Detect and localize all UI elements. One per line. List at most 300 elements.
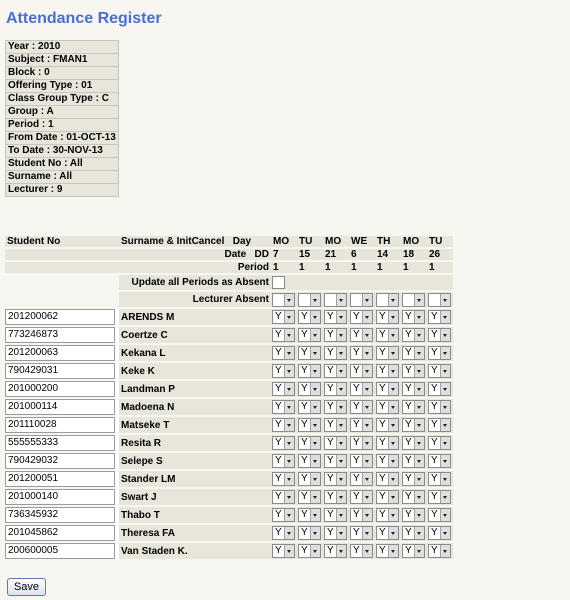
attendance-select[interactable] (298, 436, 321, 450)
attendance-cell (349, 525, 375, 541)
chevron-down-icon (414, 509, 424, 521)
select-value: Y (301, 437, 308, 448)
attendance-select[interactable] (350, 382, 373, 396)
student-no-field[interactable]: 201000140 (5, 489, 115, 505)
attendance-select[interactable] (376, 328, 399, 342)
student-no-field[interactable]: 201000200 (5, 381, 115, 397)
attendance-cell (401, 381, 427, 397)
attendance-cell (323, 345, 349, 361)
student-no-field[interactable]: 736345932 (5, 507, 115, 523)
chevron-down-icon (362, 545, 372, 557)
chevron-down-icon (414, 455, 424, 467)
attendance-select[interactable] (402, 526, 425, 540)
student-no-cell (5, 309, 119, 325)
lecturer-absent-select[interactable] (298, 293, 321, 307)
info-row (6, 41, 119, 54)
attendance-cell (401, 543, 427, 559)
attendance-select[interactable] (428, 490, 451, 504)
select-value: Y (379, 311, 386, 322)
attendance-select[interactable] (428, 364, 451, 378)
update-all-cell (401, 275, 427, 290)
select-value: Y (431, 311, 438, 322)
info-row (6, 171, 119, 184)
day-header-label: Day (232, 236, 252, 247)
attendance-select[interactable] (324, 526, 347, 540)
info-row (6, 106, 119, 119)
attendance-select[interactable] (350, 490, 373, 504)
attendance-select[interactable] (324, 310, 347, 324)
attendance-select[interactable] (376, 544, 399, 558)
attendance-cell (427, 489, 453, 505)
info-item: Year : 2010 (6, 41, 119, 54)
attendance-select[interactable] (324, 436, 347, 450)
attendance-cell (323, 543, 349, 559)
attendance-select[interactable] (298, 454, 321, 468)
attendance-select[interactable] (428, 328, 451, 342)
update-all-checkbox[interactable] (272, 276, 285, 289)
attendance-select[interactable] (402, 472, 425, 486)
attendance-select[interactable] (272, 310, 295, 324)
student-name: Stander LM (119, 471, 271, 487)
info-row (6, 158, 119, 171)
attendance-select[interactable] (350, 346, 373, 360)
attendance-select[interactable] (298, 544, 321, 558)
student-row (5, 381, 453, 397)
student-no-field[interactable]: 201000114 (5, 399, 115, 415)
attendance-select[interactable] (324, 328, 347, 342)
info-row (6, 145, 119, 158)
lecturer-absent-cell (401, 292, 427, 307)
select-value: Y (405, 455, 412, 466)
student-name: Coertze C (119, 327, 271, 343)
attendance-select[interactable] (298, 310, 321, 324)
attendance-select[interactable] (272, 544, 295, 558)
chevron-down-icon (336, 437, 346, 449)
chevron-down-icon (440, 294, 450, 306)
select-value: Y (275, 455, 282, 466)
attendance-select[interactable] (402, 310, 425, 324)
attendance-select[interactable] (376, 400, 399, 414)
select-value: Y (379, 545, 386, 556)
attendance-cell (271, 417, 297, 433)
attendance-cell (297, 381, 323, 397)
select-value: Y (327, 329, 334, 340)
info-row (6, 132, 119, 145)
attendance-select[interactable] (428, 418, 451, 432)
lecturer-absent-select[interactable] (350, 293, 373, 307)
attendance-cell (271, 381, 297, 397)
attendance-cell (271, 543, 297, 559)
student-no-field[interactable]: 773246873 (5, 327, 115, 343)
select-value: Y (405, 347, 412, 358)
student-no-field[interactable]: 201200063 (5, 345, 115, 361)
attendance-cell (323, 327, 349, 343)
select-value: Y (275, 347, 282, 358)
update-all-cell (349, 275, 375, 290)
attendance-select[interactable] (324, 364, 347, 378)
student-no-field[interactable]: 201045862 (5, 525, 115, 541)
student-no-field[interactable]: 200600005 (5, 543, 115, 559)
attendance-cell (271, 345, 297, 361)
attendance-select[interactable] (272, 508, 295, 522)
attendance-select[interactable] (402, 508, 425, 522)
filter-summary-table (5, 40, 119, 197)
select-value: Y (327, 347, 334, 358)
attendance-select[interactable] (324, 382, 347, 396)
attendance-cell (427, 363, 453, 379)
chevron-down-icon (388, 455, 398, 467)
student-no-field[interactable]: 790429032 (5, 453, 115, 469)
attendance-cell (323, 471, 349, 487)
attendance-select[interactable] (350, 472, 373, 486)
attendance-select[interactable] (350, 436, 373, 450)
attendance-select[interactable] (402, 364, 425, 378)
chevron-down-icon (336, 545, 346, 557)
chevron-down-icon (310, 527, 320, 539)
select-value: Y (301, 509, 308, 520)
info-item: Period : 1 (6, 119, 119, 132)
select-value: Y (379, 509, 386, 520)
select-value: Y (327, 401, 334, 412)
attendance-cell (323, 453, 349, 469)
student-no-field[interactable]: 790429031 (5, 363, 115, 379)
chevron-down-icon (284, 437, 294, 449)
attendance-select[interactable] (298, 490, 321, 504)
attendance-cell (349, 417, 375, 433)
attendance-select[interactable] (350, 310, 373, 324)
session-period: 1 (401, 262, 427, 273)
attendance-cell (349, 435, 375, 451)
lecturer-absent-cell (271, 292, 297, 307)
attendance-cell (297, 453, 323, 469)
attendance-select[interactable] (402, 400, 425, 414)
select-value: Y (301, 491, 308, 502)
select-value: Y (327, 545, 334, 556)
attendance-cell (375, 381, 401, 397)
attendance-cell (375, 507, 401, 523)
attendance-cell (375, 471, 401, 487)
chevron-down-icon (440, 401, 450, 413)
student-no-cell (5, 435, 119, 451)
student-no-cell (5, 525, 119, 541)
info-row (6, 93, 119, 106)
attendance-select[interactable] (272, 346, 295, 360)
attendance-cell (271, 453, 297, 469)
chevron-down-icon (310, 509, 320, 521)
select-value: Y (431, 365, 438, 376)
student-name: Keke K (119, 363, 271, 379)
student-no-field[interactable]: 201110028 (5, 417, 115, 433)
select-value: Y (431, 347, 438, 358)
chevron-down-icon (362, 437, 372, 449)
attendance-select[interactable] (324, 490, 347, 504)
attendance-select[interactable] (350, 544, 373, 558)
attendance-cell (323, 417, 349, 433)
student-row (5, 507, 453, 523)
chevron-down-icon (440, 311, 450, 323)
attendance-cell (349, 309, 375, 325)
student-name: Kekana L (119, 345, 271, 361)
lecturer-absent-cell (427, 292, 453, 307)
attendance-cell (297, 489, 323, 505)
attendance-select[interactable] (350, 400, 373, 414)
attendance-cell (323, 381, 349, 397)
select-value: Y (405, 491, 412, 502)
header-spacer (5, 249, 119, 260)
attendance-cell (375, 525, 401, 541)
attendance-select[interactable] (428, 454, 451, 468)
attendance-select[interactable] (376, 418, 399, 432)
header-row-period (5, 262, 453, 273)
attendance-cell (297, 471, 323, 487)
select-value: Y (327, 365, 334, 376)
lecturer-absent-select[interactable] (324, 293, 347, 307)
select-value: Y (275, 491, 282, 502)
chevron-down-icon (362, 509, 372, 521)
attendance-select[interactable] (324, 472, 347, 486)
attendance-select[interactable] (298, 472, 321, 486)
student-no-cell (5, 363, 119, 379)
chevron-down-icon (414, 491, 424, 503)
select-value: Y (431, 383, 438, 394)
attendance-cell (271, 309, 297, 325)
chevron-down-icon (362, 473, 372, 485)
attendance-cell (375, 543, 401, 559)
attendance-select[interactable] (428, 436, 451, 450)
info-item: Group : A (6, 106, 119, 119)
info-item: Block : 0 (6, 67, 119, 80)
student-no-field[interactable]: 555555333 (5, 435, 115, 451)
chevron-down-icon (362, 311, 372, 323)
attendance-select[interactable] (376, 472, 399, 486)
update-all-cell (271, 275, 297, 290)
chevron-down-icon (388, 509, 398, 521)
attendance-select[interactable] (350, 508, 373, 522)
chevron-down-icon (440, 365, 450, 377)
attendance-cell (323, 507, 349, 523)
attendance-select[interactable] (350, 454, 373, 468)
attendance-select[interactable] (402, 346, 425, 360)
lecturer-absent-select[interactable] (376, 293, 399, 307)
attendance-select[interactable] (402, 544, 425, 558)
chevron-down-icon (414, 401, 424, 413)
attendance-select[interactable] (376, 436, 399, 450)
attendance-cell (401, 507, 427, 523)
attendance-select[interactable] (298, 418, 321, 432)
attendance-select[interactable] (324, 346, 347, 360)
attendance-select[interactable] (324, 508, 347, 522)
attendance-select[interactable] (298, 400, 321, 414)
student-no-field[interactable]: 201200062 (5, 309, 115, 325)
attendance-select[interactable] (428, 310, 451, 324)
chevron-down-icon (440, 509, 450, 521)
select-value: Y (353, 329, 360, 340)
select-value: Y (353, 509, 360, 520)
chevron-down-icon (310, 473, 320, 485)
session-day: TH (375, 236, 401, 247)
attendance-select[interactable] (428, 382, 451, 396)
attendance-cell (375, 453, 401, 469)
attendance-select[interactable] (272, 436, 295, 450)
attendance-select[interactable] (376, 526, 399, 540)
select-value: Y (353, 401, 360, 412)
attendance-cell (401, 489, 427, 505)
attendance-select[interactable] (324, 400, 347, 414)
chevron-down-icon (414, 383, 424, 395)
attendance-select[interactable] (324, 454, 347, 468)
attendance-cell (427, 309, 453, 325)
attendance-select[interactable] (272, 328, 295, 342)
select-value: Y (275, 401, 282, 412)
surname-header-label: Surname & Init (121, 236, 192, 247)
session-dd: 14 (375, 249, 401, 260)
attendance-select[interactable] (428, 472, 451, 486)
lecturer-absent-select[interactable] (402, 293, 425, 307)
session-period: 1 (271, 262, 297, 273)
chevron-down-icon (336, 365, 346, 377)
attendance-cell (271, 507, 297, 523)
attendance-cell (349, 489, 375, 505)
attendance-cell (349, 381, 375, 397)
attendance-select[interactable] (376, 364, 399, 378)
select-value: Y (327, 419, 334, 430)
attendance-select[interactable] (428, 526, 451, 540)
chevron-down-icon (310, 491, 320, 503)
attendance-cell (427, 453, 453, 469)
save-button[interactable]: Save (7, 578, 46, 596)
attendance-select[interactable] (402, 454, 425, 468)
attendance-select[interactable] (272, 490, 295, 504)
attendance-select[interactable] (402, 418, 425, 432)
select-value: Y (301, 455, 308, 466)
attendance-select[interactable] (298, 346, 321, 360)
attendance-select[interactable] (402, 328, 425, 342)
attendance-select[interactable] (428, 346, 451, 360)
student-row (5, 543, 453, 559)
attendance-select[interactable] (376, 346, 399, 360)
attendance-select[interactable] (272, 418, 295, 432)
chevron-down-icon (388, 527, 398, 539)
info-row (6, 67, 119, 80)
select-value: Y (327, 383, 334, 394)
attendance-select[interactable] (272, 364, 295, 378)
cancel-header-label: Cancel (191, 236, 225, 247)
attendance-select[interactable] (376, 508, 399, 522)
chevron-down-icon (310, 347, 320, 359)
attendance-select[interactable] (272, 526, 295, 540)
attendance-select[interactable] (272, 382, 295, 396)
attendance-select[interactable] (402, 490, 425, 504)
chevron-down-icon (310, 383, 320, 395)
attendance-select[interactable] (376, 310, 399, 324)
attendance-cell (375, 435, 401, 451)
attendance-cell (271, 363, 297, 379)
attendance-select[interactable] (272, 472, 295, 486)
attendance-select[interactable] (298, 328, 321, 342)
attendance-select[interactable] (350, 526, 373, 540)
attendance-select[interactable] (272, 454, 295, 468)
session-dd: 6 (349, 249, 375, 260)
student-no-field[interactable]: 201200051 (5, 471, 115, 487)
student-no-cell (5, 507, 119, 523)
attendance-select[interactable] (272, 400, 295, 414)
attendance-cell (401, 363, 427, 379)
attendance-select[interactable] (402, 382, 425, 396)
select-value: Y (327, 311, 334, 322)
select-value: Y (379, 347, 386, 358)
attendance-cell (297, 363, 323, 379)
attendance-select[interactable] (298, 382, 321, 396)
select-value: Y (405, 473, 412, 484)
chevron-down-icon (388, 311, 398, 323)
student-row (5, 417, 453, 433)
attendance-select[interactable] (298, 526, 321, 540)
info-row (6, 54, 119, 67)
student-no-header: Student No (5, 236, 119, 247)
select-value: Y (301, 311, 308, 322)
student-row (5, 471, 453, 487)
attendance-select[interactable] (350, 418, 373, 432)
select-value: Y (275, 311, 282, 322)
select-value: Y (431, 491, 438, 502)
select-value: Y (353, 383, 360, 394)
attendance-select[interactable] (324, 418, 347, 432)
attendance-select[interactable] (428, 508, 451, 522)
attendance-cell (297, 345, 323, 361)
attendance-cell (297, 399, 323, 415)
student-no-cell (5, 417, 119, 433)
attendance-cell (427, 417, 453, 433)
info-item: To Date : 30-NOV-13 (6, 145, 119, 158)
attendance-select[interactable] (298, 508, 321, 522)
attendance-cell (323, 363, 349, 379)
select-value: Y (353, 545, 360, 556)
chevron-down-icon (310, 419, 320, 431)
select-value: Y (327, 509, 334, 520)
chevron-down-icon (310, 401, 320, 413)
info-item: Surname : All (6, 171, 119, 184)
select-value: Y (301, 401, 308, 412)
attendance-select[interactable] (376, 454, 399, 468)
chevron-down-icon (284, 527, 294, 539)
lecturer-absent-select[interactable] (272, 293, 295, 307)
session-dd: 18 (401, 249, 427, 260)
attendance-select[interactable] (376, 490, 399, 504)
attendance-select[interactable] (350, 328, 373, 342)
attendance-select[interactable] (402, 436, 425, 450)
select-value: Y (327, 527, 334, 538)
attendance-select[interactable] (428, 544, 451, 558)
attendance-select[interactable] (376, 382, 399, 396)
attendance-cell (401, 417, 427, 433)
lecturer-absent-select[interactable] (428, 293, 451, 307)
select-value: Y (379, 473, 386, 484)
attendance-select[interactable] (324, 544, 347, 558)
student-row (5, 489, 453, 505)
attendance-cell (401, 345, 427, 361)
attendance-select[interactable] (298, 364, 321, 378)
attendance-select[interactable] (428, 400, 451, 414)
select-value: Y (405, 383, 412, 394)
chevron-down-icon (310, 311, 320, 323)
attendance-select[interactable] (350, 364, 373, 378)
attendance-cell (401, 471, 427, 487)
chevron-down-icon (414, 419, 424, 431)
chevron-down-icon (440, 437, 450, 449)
update-all-cell (427, 275, 453, 290)
chevron-down-icon (362, 294, 372, 306)
chevron-down-icon (284, 491, 294, 503)
